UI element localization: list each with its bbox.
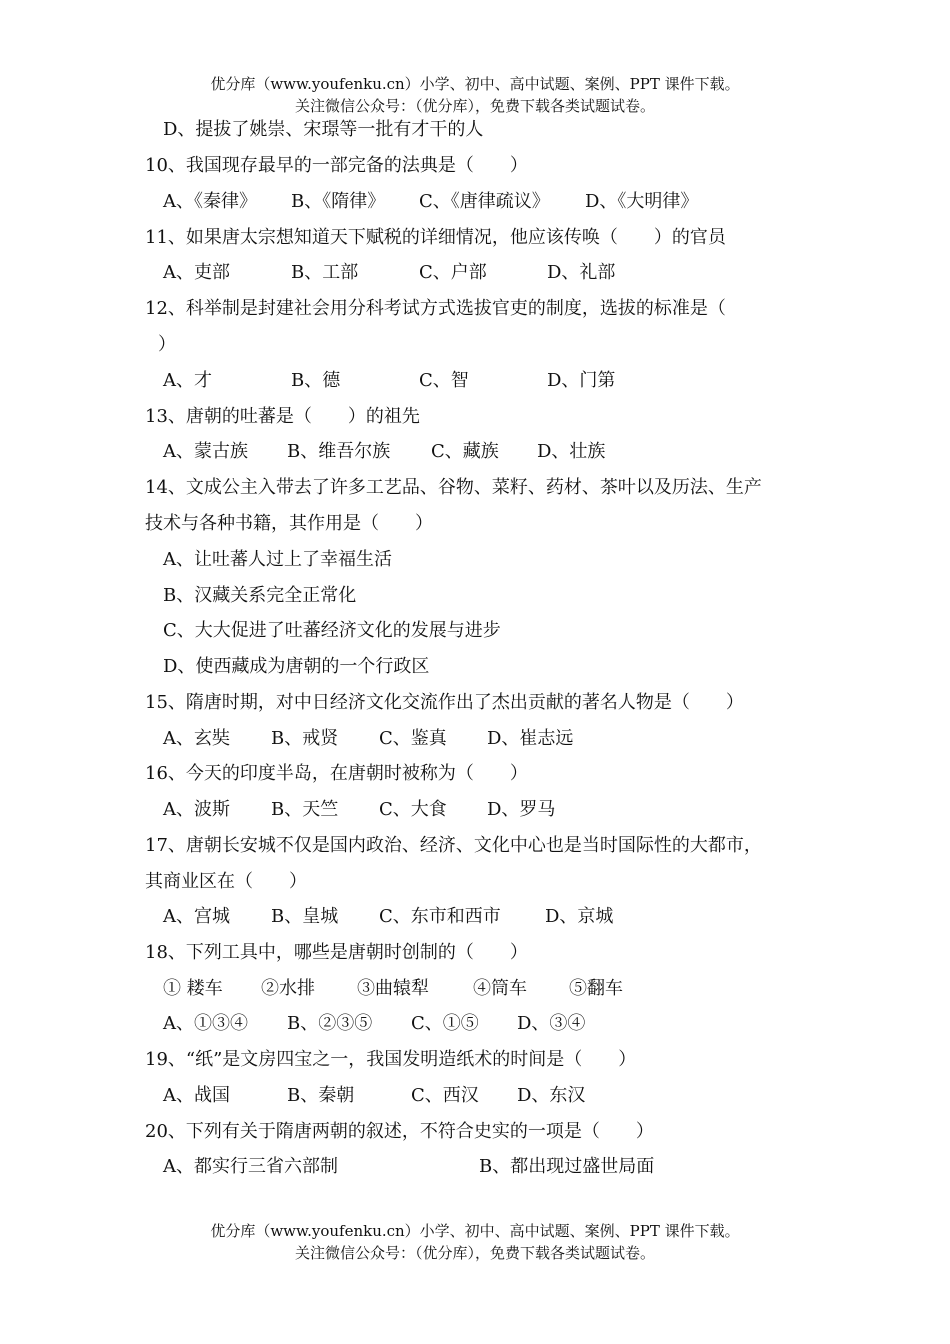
q19-option-d: D、东汉 [517,1085,586,1106]
q20-option-a: A、都实行三省六部制 [163,1156,338,1177]
q19-option-c: C、西汉 [411,1085,479,1106]
q18-options [163,1012,585,1036]
q15-stem: 15、隋唐时期，对中日经济文化交流作出了杰出贡献的著名人物是（ ） [145,692,744,713]
q11-option-a: A、吏部 [163,262,230,283]
q18-items [163,977,623,1001]
q16-option-c: C、大食 [379,799,447,820]
q16-option-d: D、罗马 [487,799,556,820]
q20-option-b: B、都出现过盛世局面 [479,1156,655,1177]
q13-option-d: D、壮族 [537,441,606,462]
q12-stem: 12、科举制是封建社会用分科考试方式选拔官吏的制度，选拔的标准是（ [145,298,726,319]
q14-option-d: D、使西藏成为唐朝的一个行政区 [163,656,430,677]
q11-option-b: B、工部 [291,262,359,283]
q11-stem: 11、如果唐太宗想知道天下赋税的详细情况，他应该传唤（ ）的官员 [145,227,726,248]
q12-options [163,369,615,393]
q14-option-a: A、让吐蕃人过上了幸福生活 [163,549,392,570]
page-footer [0,1220,950,1264]
q10-option-b: B、《隋律》 [291,191,386,212]
q18-item-1: ① 耧车 [163,978,223,999]
q13-options [163,440,605,464]
q17-option-c: C、东市和西市 [379,906,501,927]
q17-option-a: A、宫城 [163,906,230,927]
q18-option-b: B、②③⑤ [287,1013,373,1034]
q13-stem: 13、唐朝的吐蕃是（ ）的祖先 [145,406,420,427]
footer-line-1: 优分库（www.youfenku.cn）小学、初中、高中试题、案例、PPT 课件下载。 [210,1222,740,1240]
q10-option-d: D、《大明律》 [585,191,699,212]
q18-option-c: C、①⑤ [411,1013,479,1034]
q18-stem: 18、下列工具中，哪些是唐朝时创制的（ ） [145,942,528,963]
header-line-2: 关注微信公众号：（优分库），免费下载各类试题试卷。 [294,97,655,115]
q10-options [163,190,698,214]
q19-options [163,1084,585,1108]
footer-line-2: 关注微信公众号：（优分库），免费下载各类试题试卷。 [294,1244,655,1262]
q19-option-b: B、秦朝 [287,1085,355,1106]
page-header [0,73,950,117]
q18-item-3: ③曲辕犁 [357,978,429,999]
q10-stem: 10、我国现存最早的一部完备的法典是（ ） [145,155,528,176]
q12-option-d: D、门第 [547,370,616,391]
q16-stem: 16、今天的印度半岛，在唐朝时被称为（ ） [145,763,528,784]
q11-option-c: C、户部 [419,262,487,283]
q14-option-c: C、大大促进了吐蕃经济文化的发展与进步 [163,620,501,641]
q18-option-a: A、①③④ [163,1013,248,1034]
q17-stem-cont: 其商业区在（ ） [145,871,307,892]
q15-option-c: C、鉴真 [379,728,447,749]
q10-option-c: C、《唐律疏议》 [419,191,550,212]
q20-options [163,1155,654,1179]
q12-stem-cont: ） [158,334,176,355]
q13-option-c: C、藏族 [431,441,499,462]
q16-option-b: B、天竺 [271,799,339,820]
q14-stem: 14、文成公主入带去了许多工艺品、谷物、菜籽、药材、茶叶以及历法、生产 [145,477,762,498]
header-line-1: 优分库（www.youfenku.cn）小学、初中、高中试题、案例、PPT 课件下载。 [210,75,740,93]
q14-option-b: B、汉藏关系完全正常化 [163,585,357,606]
q18-item-2: ②水排 [261,978,315,999]
q17-option-b: B、皇城 [271,906,339,927]
q18-item-4: ④筒车 [473,978,527,999]
q19-option-a: A、战国 [163,1085,230,1106]
q17-option-d: D、京城 [545,906,614,927]
q16-options [163,798,555,822]
q17-options [163,905,613,929]
q11-options [163,261,615,285]
q15-option-a: A、玄奘 [163,728,230,749]
q15-option-d: D、崔志远 [487,728,574,749]
q15-option-b: B、戒贤 [271,728,339,749]
q18-option-d: D、③④ [517,1013,586,1034]
q9-option-d: D、提拔了姚崇、宋璟等一批有才干的人 [163,119,484,140]
q13-option-b: B、维吾尔族 [287,441,391,462]
q18-item-5: ⑤翻车 [569,978,623,999]
q15-options [163,727,573,751]
q16-option-a: A、波斯 [163,799,230,820]
q14-stem-cont: 技术与各种书籍，其作用是（ ） [145,513,433,534]
q13-option-a: A、蒙古族 [163,441,248,462]
q19-stem: 19、“纸”是文房四宝之一，我国发明造纸术的时间是（ ） [145,1049,637,1070]
q10-option-a: A、《秦律》 [163,191,257,212]
q12-option-b: B、德 [291,370,341,391]
q12-option-a: A、才 [163,370,212,391]
q17-stem: 17、唐朝长安城不仅是国内政治、经济、文化中心也是当时国际性的大都市， [145,835,762,856]
q20-stem: 20、下列有关于隋唐两朝的叙述，不符合史实的一项是（ ） [145,1121,654,1142]
q11-option-d: D、礼部 [547,262,616,283]
q12-option-c: C、智 [419,370,469,391]
